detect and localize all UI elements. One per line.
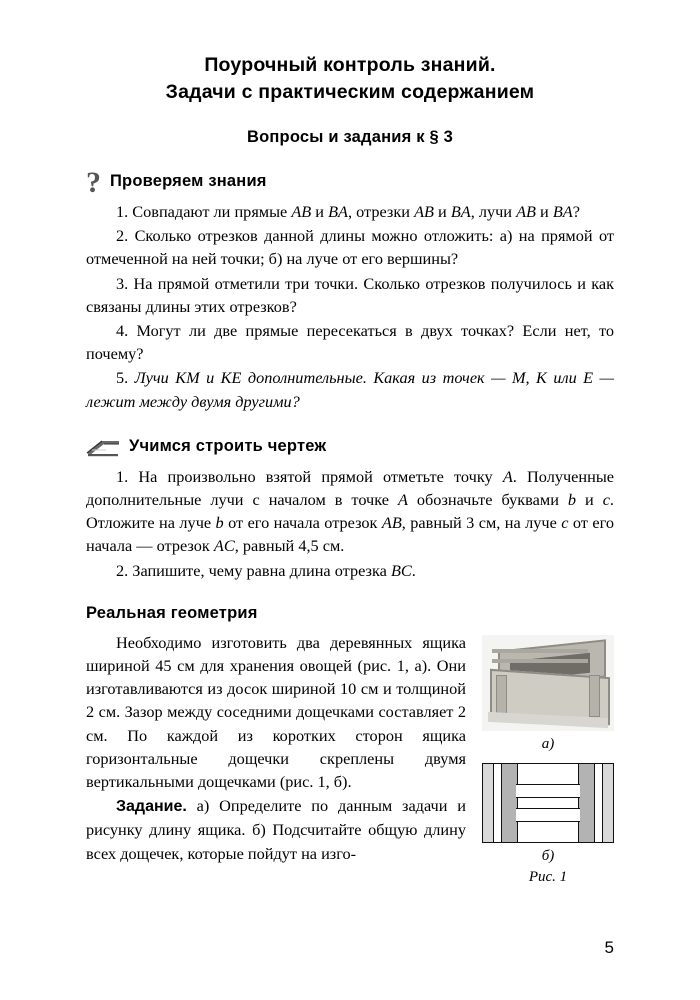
schematic-vertical-board-right [578,764,595,842]
schematic-vertical-board-left [501,764,518,842]
schematic-horizontal-board-bottom [516,808,580,822]
section-label-real-geometry: Реальная геометрия [86,603,258,622]
task-text: а) Определите по данным задачи и рисунку длину ящика. б) Подсчитайте общую длину всех дощечек, которые пойдут на изго- [86,796,466,863]
crate-slat [492,659,588,663]
schematic-left-edge [483,764,494,842]
list-item: 2. Сколько отрезков данной длины можно отложить: а) на прямой от отмеченной на ней точки; б) на луче от его вершины? [86,226,614,269]
check-knowledge-items [86,200,614,413]
schematic-right-edge [602,764,613,842]
list-item: 2. Запишите, чему равна длина отрезка BC. [116,560,416,580]
book-icon [86,438,120,457]
page-subtitle: Вопросы и задания к § 3 [247,128,453,146]
figure-caption: Рис. 1 [528,868,568,885]
crate-post [496,675,507,717]
figure-label-b: б) [541,847,555,864]
page-number: 5 [604,938,614,957]
section-label-drawing: Учимся строить чертеж [129,436,327,455]
real-geometry-body [86,631,614,885]
figure-label-a: а) [541,735,555,752]
crate-post [589,675,600,717]
figure-1 [482,635,614,886]
list-item: 1. На произвольно взятой прямой отметьте точку A. Полученные дополнительные лучи с началом в точке A обозначьте буквами b и c. Отложите на луче b от его начала отрезок AB, равный 3 см, на луче c от его начала — отрезок AC, равный 4,5 см. [86,466,614,556]
list-item: 4. Могут ли две прямые пересекаться в двух точках? Если нет, то почему? [86,321,614,364]
list-item: 1. Совпадают ли прямые AB и BA, отрезки AB и BA, лучи AB и BA? [116,202,580,221]
page-title [86,52,614,106]
page-title-line-1: Поурочный контроль знаний. [204,54,496,76]
drawing-items [86,465,614,582]
list-item: 3. На прямой отметили три точки. Сколько отрезков получилось и как связаны длины этих отрезков? [86,273,614,316]
crate-slat [492,649,588,653]
list-item: 5. Лучи KM и KE дополнительные. Какая из точек — M, K или E — лежит между двумя другими? [86,368,614,411]
real-geometry-paragraph: Необходимо изготовить два деревянных ящика шириной 45 см для хранения овощей (рис. 1, а). Они изготавливаются из досок шириной 10 см и толщиной 2 см. Зазор между соседними дощечками составляет 2 см. По каждой из коротких сторон ящика горизонтальные дощечки скреплены двумя вертикальными дощечками (рис. 1, б). [86,632,466,792]
section-header-check-knowledge [86,166,614,199]
question-mark-icon: ? [86,166,101,199]
page-title-line-2: Задачи с практическим содержанием [165,81,535,103]
schematic-horizontal-board-top [516,784,580,798]
crate-schematic [482,763,614,843]
crate-photo [482,635,614,731]
section-label-check-knowledge: Проверяем знания [110,171,267,190]
task-label: Задание. [116,798,187,816]
section-header-drawing [86,437,614,456]
